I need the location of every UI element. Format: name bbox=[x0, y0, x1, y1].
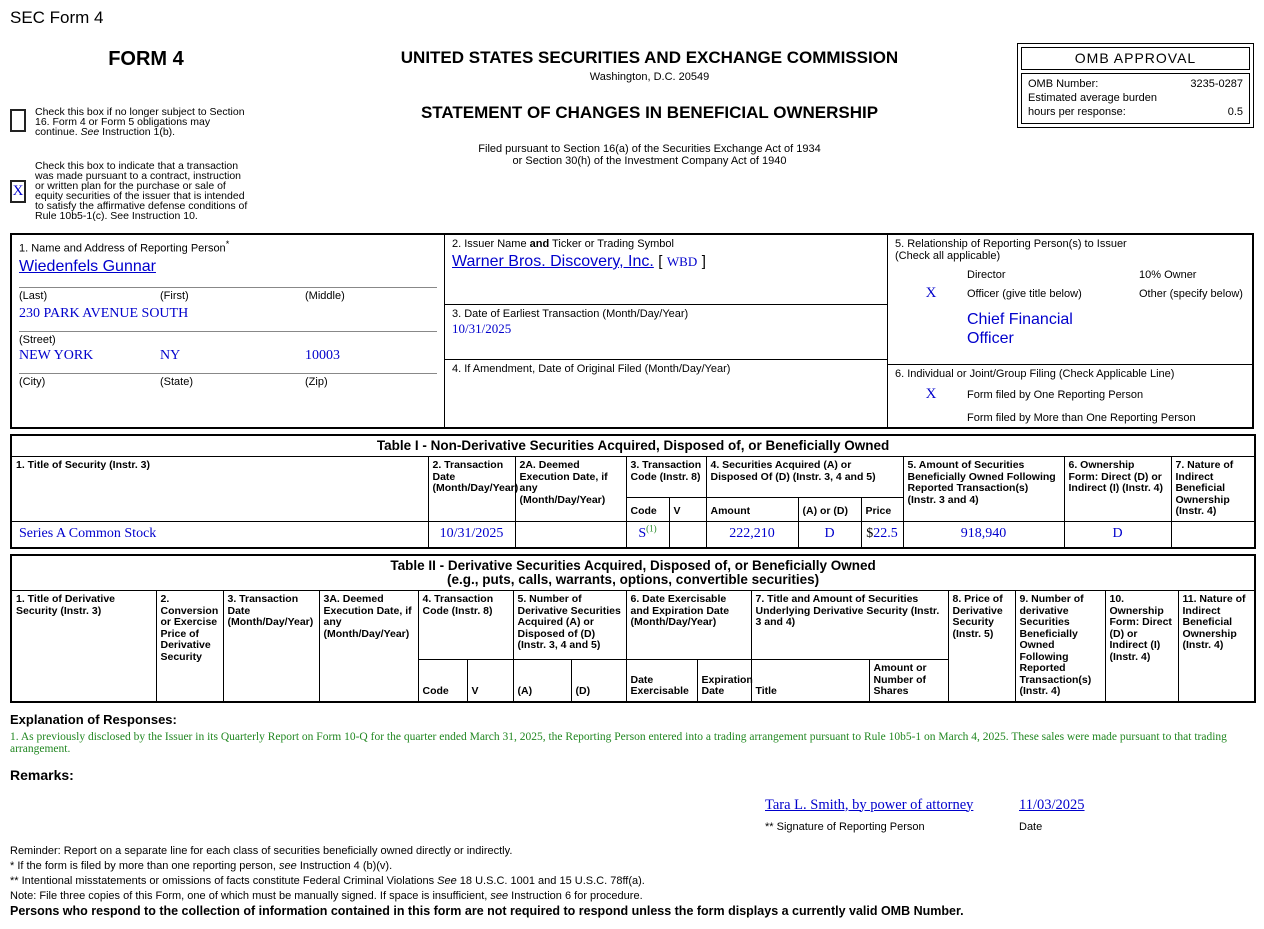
section5-label-line2: (Check all applicable) bbox=[895, 250, 1001, 262]
t2-col-transaction-code: 4. Transaction Code (Instr. 8) bbox=[418, 591, 513, 660]
omb-burden-label-1: Estimated average burden bbox=[1028, 92, 1158, 104]
divider bbox=[19, 373, 437, 374]
omb-approval-box bbox=[1017, 43, 1254, 128]
remarks-heading: Remarks: bbox=[10, 766, 74, 783]
t1-a-or-d-cell: D bbox=[798, 521, 861, 548]
star2-line: ** Intentional misstatements or omissions of facts constitute Federal Criminal Violations See 18 U.S.C. 1001 and 15 U.S.C. 78ff(a). bbox=[10, 874, 645, 887]
rule10b5-checkbox-mark: X bbox=[12, 182, 24, 199]
t2-subcol-a: (A) bbox=[513, 660, 571, 702]
omb-burden-value: 0.5 bbox=[1227, 106, 1243, 118]
signature-date-column bbox=[1019, 797, 1169, 833]
t1-col-ownership-form: 6. Ownership Form: Direct (D) or Indirect (I) (Instr. 4) bbox=[1064, 457, 1171, 522]
section6-filing-type bbox=[888, 365, 1252, 427]
section1-name-address bbox=[12, 235, 445, 427]
divider bbox=[19, 287, 437, 288]
t2-col-number-derivative: 5. Number of Derivative Securities Acquired (A) or Disposed of (D) (Instr. 3, 4 and 5) bbox=[513, 591, 626, 660]
other-label: Other (specify below) bbox=[1139, 288, 1243, 300]
street-label-row bbox=[19, 334, 437, 346]
t1-subcol-price: Price bbox=[861, 497, 903, 521]
section4-label: 4. If Amendment, Date of Original Filed (Month/Day/Year) bbox=[452, 363, 731, 375]
t2-col-title-derivative: 1. Title of Derivative Security (Instr. 3) bbox=[11, 591, 156, 702]
city-value: NEW YORK bbox=[19, 347, 94, 363]
rule10b5-checkbox-row bbox=[10, 161, 282, 221]
t1-security-title-cell: Series A Common Stock bbox=[11, 521, 428, 548]
sec-form-label: SEC Form 4 bbox=[10, 8, 104, 27]
t1-price-cell bbox=[861, 521, 903, 548]
omb-number-row bbox=[1028, 77, 1243, 91]
t1-deemed-date-cell bbox=[515, 521, 626, 548]
section2-label: 2. Issuer Name and Ticker or Trading Symbol bbox=[452, 238, 674, 250]
omb-number-label: OMB Number: bbox=[1028, 78, 1099, 90]
footnote-1-ref[interactable]: (1) bbox=[646, 523, 657, 534]
t2-subcol-title: Title bbox=[751, 660, 869, 702]
omb-burden-label-2: hours per response: bbox=[1028, 106, 1126, 118]
street-label: (Street) bbox=[19, 333, 56, 346]
state-label: (State) bbox=[160, 375, 194, 388]
first-label: (First) bbox=[160, 289, 189, 302]
zip-value: 10003 bbox=[305, 347, 340, 363]
section16-checkbox-row bbox=[10, 107, 282, 137]
omb-burden-row-1 bbox=[1028, 91, 1243, 105]
ten-percent-owner-label: 10% Owner bbox=[1139, 269, 1197, 281]
transaction-code-value: S bbox=[638, 526, 647, 542]
state-value: NY bbox=[160, 347, 181, 363]
director-label: Director bbox=[967, 269, 1006, 281]
city-state-zip-labels-row bbox=[19, 376, 437, 388]
statement-title: STATEMENT OF CHANGES IN BENEFICIAL OWNERSHIP bbox=[420, 103, 879, 122]
t1-col-amount-owned: 5. Amount of Securities Beneficially Owned Following Reported Transaction(s) (Instr. 3 and 4) bbox=[903, 457, 1064, 522]
form-footer bbox=[10, 844, 1254, 919]
one-reporting-person-mark: X bbox=[925, 386, 937, 402]
t2-subcol-d: (D) bbox=[571, 660, 626, 702]
middle-label: (Middle) bbox=[305, 289, 345, 302]
street-value: 230 PARK AVENUE SOUTH bbox=[19, 305, 189, 321]
t2-col-underlying-securities: 7. Title and Amount of Securities Underlying Derivative Security (Instr. 3 and 4) bbox=[751, 591, 948, 660]
t2-col-nature-indirect: 11. Nature of Indirect Beneficial Ownership (Instr. 4) bbox=[1178, 591, 1255, 702]
name-labels-row bbox=[19, 290, 437, 302]
filed-line-2: or Section 30(h) of the Investment Company Act of 1940 bbox=[512, 155, 787, 167]
one-reporting-person-label: Form filed by One Reporting Person bbox=[967, 389, 1144, 401]
t1-col-deemed-execution-date: 2A. Deemed Execution Date, if any (Month/Day/Year) bbox=[515, 457, 626, 522]
t1-transaction-date-cell: 10/31/2025 bbox=[428, 521, 515, 548]
filed-line-1: Filed pursuant to Section 16(a) of the Securities Exchange Act of 1934 bbox=[478, 143, 821, 155]
table1-title: Table I - Non-Derivative Securities Acquired, Disposed of, or Beneficially Owned bbox=[11, 435, 1255, 457]
omb-number-value: 3235-0287 bbox=[1190, 78, 1243, 90]
table2-title bbox=[11, 555, 1255, 591]
persons-respond-line: Persons who respond to the collection of information contained in this form are not required to respond unless the form displays a currently valid OMB Number. bbox=[10, 903, 964, 918]
signature-date-value: 11/03/2025 bbox=[1019, 796, 1085, 813]
table1-row bbox=[11, 521, 1255, 548]
t1-owned-following-cell: 918,940 bbox=[903, 521, 1064, 548]
filing-type-grid bbox=[895, 386, 1245, 424]
commission-title: UNITED STATES SECURITIES AND EXCHANGE COMMISSION bbox=[400, 48, 899, 67]
issuer-link[interactable]: Warner Bros. Discovery, Inc. bbox=[452, 253, 654, 270]
t2-col-number-owned: 9. Number of derivative Securities Beneficially Owned Following Reported Transaction(s) (Instr. 4) bbox=[1015, 591, 1105, 702]
t2-col-deemed-execution-date: 3A. Deemed Execution Date, if any (Month/Day/Year) bbox=[319, 591, 418, 702]
officer-mark: X bbox=[925, 285, 937, 301]
signature-date-label: Date bbox=[1019, 820, 1043, 833]
note-line: Note: File three copies of this Form, one of which must be manually signed. If space is insufficient, see Instruction 6 for procedure. bbox=[10, 889, 643, 902]
t1-subcol-code: Code bbox=[626, 497, 669, 521]
form-header bbox=[10, 34, 1254, 221]
t1-col-nature-indirect: 7. Nature of Indirect Beneficial Ownership (Instr. 4) bbox=[1171, 457, 1255, 522]
section16-checkbox[interactable] bbox=[10, 109, 26, 132]
empty-cell bbox=[1139, 307, 1245, 348]
more-reporting-person-label: Form filed by More than One Reporting Person bbox=[967, 412, 1196, 424]
reporting-person-link[interactable]: Wiedenfels Gunnar bbox=[19, 257, 156, 275]
form-title: FORM 4 bbox=[108, 48, 184, 70]
officer-label: Officer (give title below) bbox=[967, 288, 1082, 300]
t2-col-conversion-price: 2. Conversion or Exercise Price of Derivative Security bbox=[156, 591, 223, 702]
relationship-and-filing-column bbox=[888, 235, 1252, 427]
section3-earliest-transaction bbox=[445, 305, 887, 360]
t1-v-cell bbox=[669, 521, 706, 548]
empty-cell bbox=[895, 307, 967, 348]
footnote-1: 1. As previously disclosed by the Issuer in its Quarterly Report on Form 10-Q for the quarter ended March 31, 2025, the Reporting Person entered into a trading arrangement pursuant to Rule 10b5-1 on March 4, 2025. These sales were made pursuant to that trading arrangement. bbox=[10, 730, 1227, 755]
more-reporting-person-mark bbox=[895, 412, 967, 424]
t2-col-date-exercisable-expiration: 6. Date Exercisable and Expiration Date (Month/Day/Year) bbox=[626, 591, 751, 660]
section3-label: 3. Date of Earliest Transaction (Month/Day/Year) bbox=[452, 308, 689, 320]
city-state-zip-row bbox=[19, 348, 437, 364]
zip-label: (Zip) bbox=[305, 375, 328, 388]
omb-burden-row-2 bbox=[1028, 105, 1243, 119]
t2-subcol-date-exercisable: Date Exercisable bbox=[626, 660, 697, 702]
rule10b5-checkbox-label: Check this box to indicate that a transaction was made pursuant to a contract, instruction or written plan for the purchase or sale of equity securities of the issuer that is intended to satisfy the affirmative defense conditions of Rule 10b5-1(c). See Instruction 10. bbox=[35, 160, 248, 222]
reporting-person-info-block bbox=[10, 233, 1254, 429]
signature-block bbox=[765, 797, 1254, 833]
price-value: 22.5 bbox=[873, 526, 898, 542]
t2-col-ownership-form: 10. Ownership Form: Direct (D) or Indirect (I) (Instr. 4) bbox=[1105, 591, 1178, 702]
section5-relationship bbox=[888, 235, 1252, 365]
section16-checkbox-label: Check this box if no longer subject to Section 16. Form 4 or Form 5 obligations may continue. See Instruction 1(b). bbox=[35, 106, 245, 138]
t1-subcol-amount: Amount bbox=[706, 497, 798, 521]
issuer-and-dates-column bbox=[445, 235, 888, 427]
t1-amount-cell: 222,210 bbox=[706, 521, 798, 548]
t1-nature-indirect-cell bbox=[1171, 521, 1255, 548]
signature-name-value: Tara L. Smith, by power of attorney bbox=[765, 796, 974, 813]
t1-subcol-v: V bbox=[669, 497, 706, 521]
table1-non-derivative bbox=[10, 434, 1256, 549]
t1-code-cell bbox=[626, 521, 669, 548]
price-currency: $ bbox=[866, 526, 874, 542]
ticker-bracket-open: [ bbox=[658, 253, 663, 270]
t2-col-price-derivative: 8. Price of Derivative Security (Instr. 5) bbox=[948, 591, 1015, 702]
section6-label: 6. Individual or Joint/Group Filing (Check Applicable Line) bbox=[895, 368, 1175, 380]
t2-subcol-amount-shares: Amount or Number of Shares bbox=[869, 660, 948, 702]
commission-city: Washington, D.C. 20549 bbox=[589, 71, 710, 83]
t1-col-transaction-code: 3. Transaction Code (Instr. 8) bbox=[626, 457, 706, 498]
table2-title-line2: (e.g., puts, calls, warrants, options, convertible securities) bbox=[447, 572, 820, 587]
director-mark bbox=[895, 269, 967, 281]
officer-title-value: Chief Financial Officer bbox=[967, 311, 1073, 347]
t1-subcol-a-or-d: (A) or (D) bbox=[798, 497, 861, 521]
earliest-transaction-date: 10/31/2025 bbox=[452, 321, 512, 336]
t1-ownership-form-cell: D bbox=[1064, 521, 1171, 548]
omb-approval-title: OMB APPROVAL bbox=[1021, 47, 1250, 70]
signature-name-column bbox=[765, 797, 1005, 833]
t1-col-transaction-date: 2. Transaction Date (Month/Day/Year) bbox=[428, 457, 515, 522]
form-header-right bbox=[1017, 43, 1254, 128]
section4-amendment bbox=[445, 360, 887, 427]
rule10b5-checkbox[interactable] bbox=[10, 180, 26, 203]
filed-pursuant-lines bbox=[282, 143, 1017, 167]
section2-issuer bbox=[445, 235, 887, 305]
t1-col-title-of-security: 1. Title of Security (Instr. 3) bbox=[11, 457, 428, 522]
issuer-line bbox=[452, 253, 880, 271]
signature-name-label: ** Signature of Reporting Person bbox=[765, 820, 925, 833]
section1-label: 1. Name and Address of Reporting Person* bbox=[19, 239, 230, 255]
ticker-symbol: WBD bbox=[666, 254, 698, 269]
form-header-center bbox=[282, 34, 1017, 167]
divider bbox=[19, 331, 437, 332]
explanation-heading: Explanation of Responses: bbox=[10, 711, 177, 727]
table2-derivative bbox=[10, 554, 1256, 703]
t2-subcol-expiration-date: Expiration Date bbox=[697, 660, 751, 702]
star1-line: * If the form is filed by more than one reporting person, see Instruction 4 (b)(v). bbox=[10, 859, 393, 872]
omb-approval-body bbox=[1021, 73, 1250, 124]
form-header-left bbox=[10, 34, 282, 221]
reminder-line: Reminder: Report on a separate line for each class of securities beneficially owned directly or indirectly. bbox=[10, 844, 513, 857]
ticker-bracket-close: ] bbox=[701, 253, 706, 270]
t1-col-securities-acquired: 4. Securities Acquired (A) or Disposed Of (D) (Instr. 3, 4 and 5) bbox=[706, 457, 903, 498]
last-label: (Last) bbox=[19, 289, 48, 302]
city-label: (City) bbox=[19, 375, 46, 388]
t2-subcol-v: V bbox=[467, 660, 513, 702]
table2-title-line1: Table II - Derivative Securities Acquired, Disposed of, or Beneficially Owned bbox=[390, 558, 876, 573]
t2-col-transaction-date: 3. Transaction Date (Month/Day/Year) bbox=[223, 591, 319, 702]
relationship-grid bbox=[895, 269, 1245, 348]
t2-subcol-code: Code bbox=[418, 660, 467, 702]
section5-label-line1: 5. Relationship of Reporting Person(s) to Issuer bbox=[895, 238, 1127, 250]
